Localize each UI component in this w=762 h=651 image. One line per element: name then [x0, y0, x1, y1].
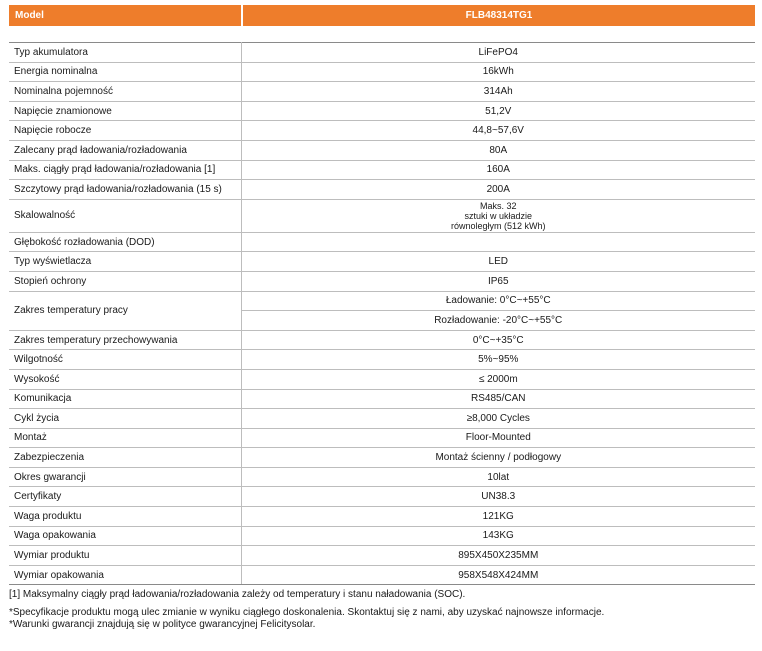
table-row: [9, 180, 755, 200]
spec-value: 314Ah: [241, 82, 755, 102]
spec-label: Cykl życia: [9, 409, 241, 429]
spec-label: Maks. ciągły prąd ładowania/rozładowania [1]: [9, 160, 241, 180]
spec-label: Wymiar opakowania: [9, 565, 241, 585]
spec-value: 200A: [241, 180, 755, 200]
spec-value: LiFePO4: [241, 43, 755, 63]
table-row: [9, 140, 755, 160]
spec-value: 44,8~57,6V: [241, 121, 755, 141]
spec-sheet: [9, 5, 755, 631]
table-row: [9, 101, 755, 121]
spec-label: Typ wyświetlacza: [9, 252, 241, 272]
header-model-value: FLB48314TG1: [243, 5, 755, 26]
table-row: [9, 43, 755, 63]
table-row: [9, 121, 755, 141]
spec-label: Zakres temperatury przechowywania: [9, 330, 241, 350]
spec-value: IP65: [241, 271, 755, 291]
table-row: [9, 428, 755, 448]
spec-value: Floor-Mounted: [241, 428, 755, 448]
spec-value: 16kWh: [241, 62, 755, 82]
table-row: [9, 389, 755, 409]
spec-value-line: równoległym (512 kWh): [450, 220, 546, 231]
notes: [9, 589, 755, 631]
spec-label: Zabezpieczenia: [9, 448, 241, 468]
table-row: [9, 271, 755, 291]
table-row: [9, 350, 755, 370]
footnote-1: [1] Maksymalny ciągły prąd ładowania/rozładowania zależy od temperatury i stanu naładowania (SOC).: [9, 589, 466, 601]
table-row: [9, 330, 755, 350]
spec-label: Typ akumulatora: [9, 43, 241, 63]
spec-label: Montaż: [9, 428, 241, 448]
spec-value: [241, 199, 755, 232]
spec-value: 5%~95%: [241, 350, 755, 370]
spec-label: Napięcie robocze: [9, 121, 241, 141]
table-row: [9, 546, 755, 566]
spec-label: Napięcie znamionowe: [9, 101, 241, 121]
spec-label: Wymiar produktu: [9, 546, 241, 566]
spec-value: ≤ 2000m: [241, 369, 755, 389]
note-spec-change: *Specyfikacje produktu mogą ulec zmianie w wyniku ciągłego doskonalenia. Skontaktuj się z nami, aby uzyskać najnowsze informacje.: [9, 607, 605, 619]
table-row: [9, 62, 755, 82]
spec-label: Wilgotność: [9, 350, 241, 370]
table-row: [9, 565, 755, 585]
table-row: [9, 252, 755, 272]
header-model-label: Model: [9, 5, 241, 26]
spec-value: [241, 232, 755, 252]
table-row: [9, 467, 755, 487]
spec-label: Nominalna pojemność: [9, 82, 241, 102]
table-row: [9, 369, 755, 389]
table-header: [9, 5, 755, 26]
spec-label: Wysokość: [9, 369, 241, 389]
spec-value-line: Maks. 32: [479, 200, 517, 211]
spec-table-body: [9, 43, 755, 585]
spec-label: Waga opakowania: [9, 526, 241, 546]
spec-value: ≥8,000 Cycles: [241, 409, 755, 429]
spec-label: Zakres temperatury pracy: [9, 291, 241, 330]
spec-value: 10lat: [241, 467, 755, 487]
spec-label: Głębokość rozładowania (DOD): [9, 232, 241, 252]
spec-table: [9, 42, 755, 585]
spec-value: UN38.3: [241, 487, 755, 507]
table-row: [9, 82, 755, 102]
spec-value: LED: [241, 252, 755, 272]
table-row: [9, 199, 755, 232]
spec-label: Szczytowy prąd ładowania/rozładowania (15 s): [9, 180, 241, 200]
table-row: [9, 409, 755, 429]
table-row: [9, 232, 755, 252]
table-row: [9, 160, 755, 180]
spec-value: 0°C~+35°C: [241, 330, 755, 350]
spec-label: Energia nominalna: [9, 62, 241, 82]
spec-value: RS485/CAN: [241, 389, 755, 409]
spec-value: Rozładowanie: -20°C~+55°C: [241, 311, 755, 331]
table-row: [9, 507, 755, 527]
spec-label: Certyfikaty: [9, 487, 241, 507]
spec-label: Komunikacja: [9, 389, 241, 409]
table-row: [9, 487, 755, 507]
spec-value: 895X450X235MM: [241, 546, 755, 566]
spec-label: Okres gwarancji: [9, 467, 241, 487]
table-row: [9, 526, 755, 546]
spec-value: 80A: [241, 140, 755, 160]
spec-value: Ładowanie: 0°C~+55°C: [241, 291, 755, 311]
spec-value-line: sztuki w układzie: [464, 210, 533, 221]
spec-value: 51,2V: [241, 101, 755, 121]
spec-label: Waga produktu: [9, 507, 241, 527]
table-row: [9, 448, 755, 468]
spec-value: Montaż ścienny / podłogowy: [241, 448, 755, 468]
spec-label: Stopień ochrony: [9, 271, 241, 291]
spec-label: Zalecany prąd ładowania/rozładowania: [9, 140, 241, 160]
spec-value: 958X548X424MM: [241, 565, 755, 585]
table-row: [9, 291, 755, 311]
spec-label: Skalowalność: [9, 199, 241, 232]
spec-value: 121KG: [241, 507, 755, 527]
spec-value: 160A: [241, 160, 755, 180]
note-warranty: *Warunki gwarancji znajdują się w polityce gwarancyjnej Felicitysolar.: [9, 619, 316, 631]
spec-value: 143KG: [241, 526, 755, 546]
